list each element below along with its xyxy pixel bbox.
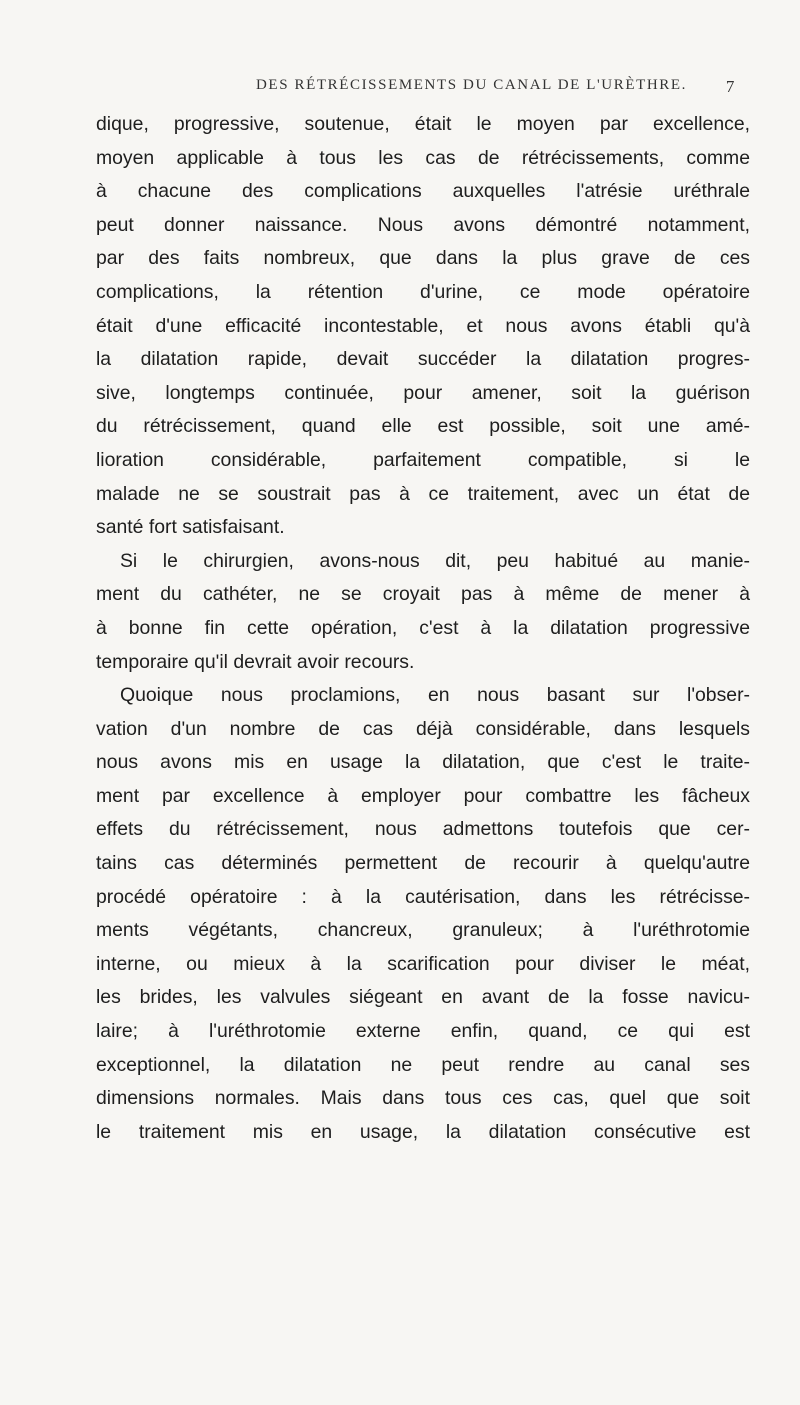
text-line: ment du cathéter, ne se croyait pas à même de mener à xyxy=(96,583,750,606)
text-line: sive, longtemps continuée, pour amener, soit la guérison xyxy=(96,381,750,404)
text-line: le traitement mis en usage, la dilatation consécutive est xyxy=(96,1120,750,1143)
text-line: Quoique nous proclamions, en nous basant sur l'obser- xyxy=(120,684,750,707)
text-line: par des faits nombreux, que dans la plus grave de ces xyxy=(96,247,750,270)
text-line: tains cas déterminés permettent de recourir à quelqu'autre xyxy=(96,852,750,875)
text-line: était d'une efficacité incontestable, et nous avons établi qu'à xyxy=(96,314,750,337)
text-line: ments végétants, chancreux, granuleux; à l'uréthrotomie xyxy=(96,919,750,942)
body-text xyxy=(96,108,750,1149)
text-line: complications, la rétention d'urine, ce mode opératoire xyxy=(96,280,750,303)
text-line: dique, progressive, soutenue, était le moyen par excellence, xyxy=(96,113,750,135)
text-line: effets du rétrécissement, nous admettons toutefois que cer- xyxy=(96,818,750,841)
text-line: dimensions normales. Mais dans tous ces cas, quel que soit xyxy=(96,1087,750,1110)
paragraph-1 xyxy=(96,108,750,545)
text-line: du rétrécissement, quand elle est possible, soit une amé- xyxy=(96,415,750,438)
text-line: les brides, les valvules siégeant en avant de la fosse navicu- xyxy=(96,986,750,1009)
text-line: vation d'un nombre de cas déjà considérable, dans lesquels xyxy=(96,717,750,740)
text-line: Si le chirurgien, avons-nous dit, peu habitué au manie- xyxy=(120,549,750,572)
text-line: moyen applicable à tous les cas de rétrécissements, comme xyxy=(96,146,750,169)
running-title: DES RÉTRÉCISSEMENTS DU CANAL DE L'URÈTHRE. xyxy=(256,77,688,93)
paragraph-3 xyxy=(96,679,750,1149)
text-line: nous avons mis en usage la dilatation, que c'est le traite- xyxy=(96,751,750,774)
text-line: temporaire qu'il devrait avoir recours. xyxy=(96,650,415,673)
text-line: à chacune des complications auxquelles l'atrésie uréthrale xyxy=(96,180,750,203)
text-line: exceptionnel, la dilatation ne peut rendre au canal ses xyxy=(96,1053,750,1076)
text-line: interne, ou mieux à la scarification pour diviser le méat, xyxy=(96,952,750,975)
text-line: à bonne fin cette opération, c'est à la dilatation progressive xyxy=(96,616,750,639)
text-line: la dilatation rapide, devait succéder la dilatation progres- xyxy=(96,348,750,371)
page-number: 7 xyxy=(725,77,736,96)
text-line: procédé opératoire : à la cautérisation, dans les rétrécisse- xyxy=(96,885,750,908)
text-line: malade ne se soustrait pas à ce traitement, avec un état de xyxy=(96,482,750,505)
text-line: peut donner naissance. Nous avons démontré notamment, xyxy=(96,213,750,236)
paragraph-2 xyxy=(96,545,750,679)
text-line: ment par excellence à employer pour combattre les fâcheux xyxy=(96,784,750,807)
text-line: lioration considérable, parfaitement compatible, si le xyxy=(96,448,750,471)
running-header xyxy=(256,77,736,101)
text-line: laire; à l'uréthrotomie externe enfin, quand, ce qui est xyxy=(96,1020,750,1043)
text-line: santé fort satisfaisant. xyxy=(96,516,285,539)
